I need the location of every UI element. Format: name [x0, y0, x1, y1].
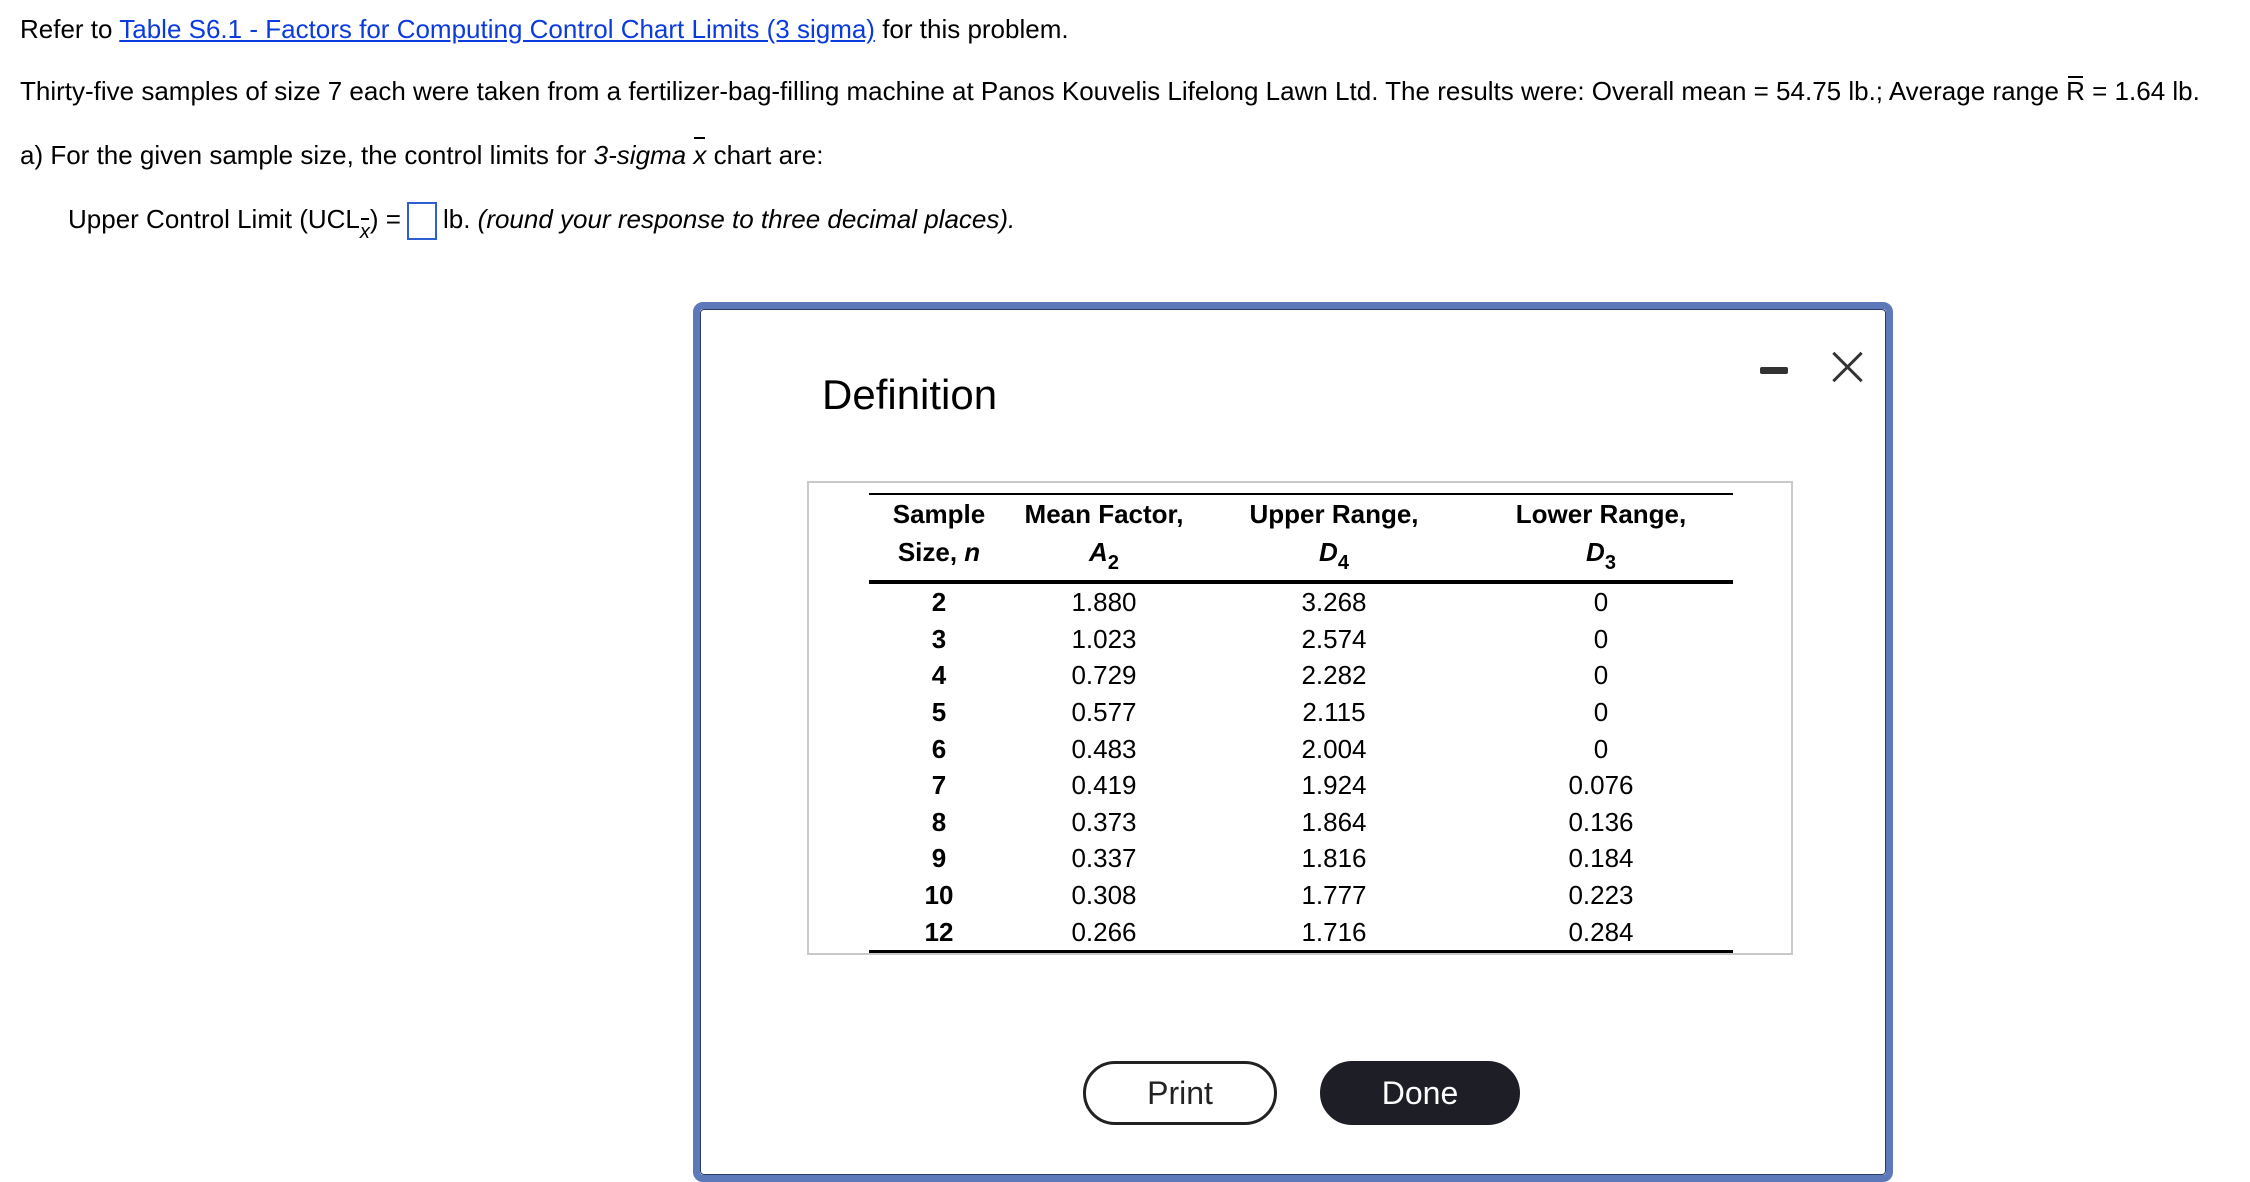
cell-a2: 0.419 [1071, 770, 1137, 801]
cell-sample-size: 5 [931, 697, 947, 728]
table-row [869, 767, 1733, 804]
close-icon[interactable] [1830, 349, 1864, 383]
part-a-italic: 3-sigma [593, 140, 694, 170]
cell-d3: 0 [1593, 587, 1609, 618]
header-upper-range: Upper Range, $D_4$ [1199, 494, 1469, 582]
minimize-icon[interactable] [1760, 367, 1788, 374]
cell-d4: 1.924 [1301, 770, 1367, 801]
refer-line [20, 14, 1069, 45]
xbar-symbol: x [693, 140, 707, 170]
ucl-row [68, 202, 1016, 243]
part-a-prefix: a) For the given sample size, the control limits for [20, 140, 594, 170]
cell-a2: 0.483 [1071, 733, 1137, 764]
cell-d3: 0.284 [1469, 913, 1733, 951]
cell-d4: 1.816 [1301, 843, 1367, 874]
cell-sample-size: 4 [931, 660, 947, 691]
problem-text-b: = 1.64 lb. [2084, 76, 2200, 106]
problem-text-a: Thirty-five samples of size 7 each were taken from a fertilizer-bag-filling machine at Panos Kouvelis Lifelong Lawn Ltd. The results were: Overall mean = 54.75 lb.; Average range [20, 76, 2067, 106]
factors-table [869, 493, 1733, 953]
table-row [869, 730, 1733, 767]
refer-prefix: Refer to [20, 14, 120, 44]
table-row [869, 621, 1733, 658]
table-row [869, 582, 1733, 621]
cell-d4: 3.268 [1301, 587, 1367, 618]
cell-d3: 0 [1593, 733, 1609, 764]
cell-d4: 1.777 [1301, 880, 1367, 911]
header-sample-size: Sample Size, n [869, 494, 1009, 582]
print-button[interactable]: Print [1083, 1061, 1277, 1125]
cell-d3: 0.184 [1568, 843, 1634, 874]
refer-suffix: for this problem. [874, 14, 1069, 44]
cell-sample-size: 7 [931, 770, 947, 801]
done-button[interactable]: Done [1320, 1061, 1520, 1125]
cell-sample-size: 8 [931, 806, 947, 837]
cell-a2: 0.577 [1071, 697, 1137, 728]
table-row [869, 804, 1733, 841]
ucl-subscript: x [359, 220, 370, 243]
cell-d3: 0.076 [1568, 770, 1634, 801]
cell-a2: 1.880 [1071, 587, 1137, 618]
ucl-equals: ) = [369, 203, 401, 234]
cell-d3: 0.136 [1568, 806, 1634, 837]
cell-a2: 1.023 [1071, 623, 1137, 654]
cell-sample-size: 12 [869, 913, 1009, 951]
table-header-row [869, 494, 1733, 582]
header-mean-factor: Mean Factor, $A_2$ [1009, 494, 1199, 582]
table-row [869, 657, 1733, 694]
table-row [869, 840, 1733, 877]
cell-d3: 0 [1593, 660, 1609, 691]
rounding-instruction: (round your response to three decimal places). [477, 203, 1016, 234]
cell-d3: 0 [1593, 697, 1609, 728]
cell-a2: 0.729 [1071, 660, 1137, 691]
part-a-prompt [20, 140, 823, 171]
cell-d4: 2.004 [1301, 733, 1367, 764]
table-row [869, 694, 1733, 731]
cell-sample-size: 9 [931, 843, 947, 874]
cell-d3: 0 [1593, 623, 1609, 654]
definition-dialog [693, 302, 1893, 1182]
cell-a2: 0.373 [1071, 806, 1137, 837]
cell-d4: 2.115 [1302, 697, 1366, 728]
ucl-unit: lb. [442, 203, 471, 234]
cell-d4: 1.864 [1301, 806, 1367, 837]
cell-d4: 2.282 [1301, 660, 1367, 691]
range-symbol: R [2066, 76, 2085, 106]
table-link[interactable]: Table S6.1 - Factors for Computing Control Chart Limits (3 sigma) [119, 14, 875, 44]
ucl-answer-input[interactable] [407, 202, 437, 240]
dialog-title: Definition [822, 371, 998, 418]
cell-a2: 0.337 [1071, 843, 1137, 874]
ucl-label: Upper Control Limit (UCL [68, 203, 360, 234]
cell-sample-size: 10 [924, 880, 954, 911]
header-lower-range: Lower Range, $D_3$ [1469, 494, 1733, 582]
cell-sample-size: 6 [931, 733, 947, 764]
cell-d4: 1.716 [1199, 913, 1469, 951]
factors-table-frame [807, 481, 1793, 955]
cell-d3: 0.223 [1568, 880, 1634, 911]
cell-a2: 0.266 [1009, 913, 1199, 951]
problem-statement [20, 76, 2200, 107]
table-row [869, 877, 1733, 914]
table-row [869, 913, 1733, 951]
cell-a2: 0.308 [1071, 880, 1137, 911]
cell-sample-size: 3 [931, 623, 947, 654]
part-a-suffix: chart are: [706, 140, 824, 170]
cell-d4: 2.574 [1301, 623, 1367, 654]
cell-sample-size: 2 [931, 587, 947, 618]
